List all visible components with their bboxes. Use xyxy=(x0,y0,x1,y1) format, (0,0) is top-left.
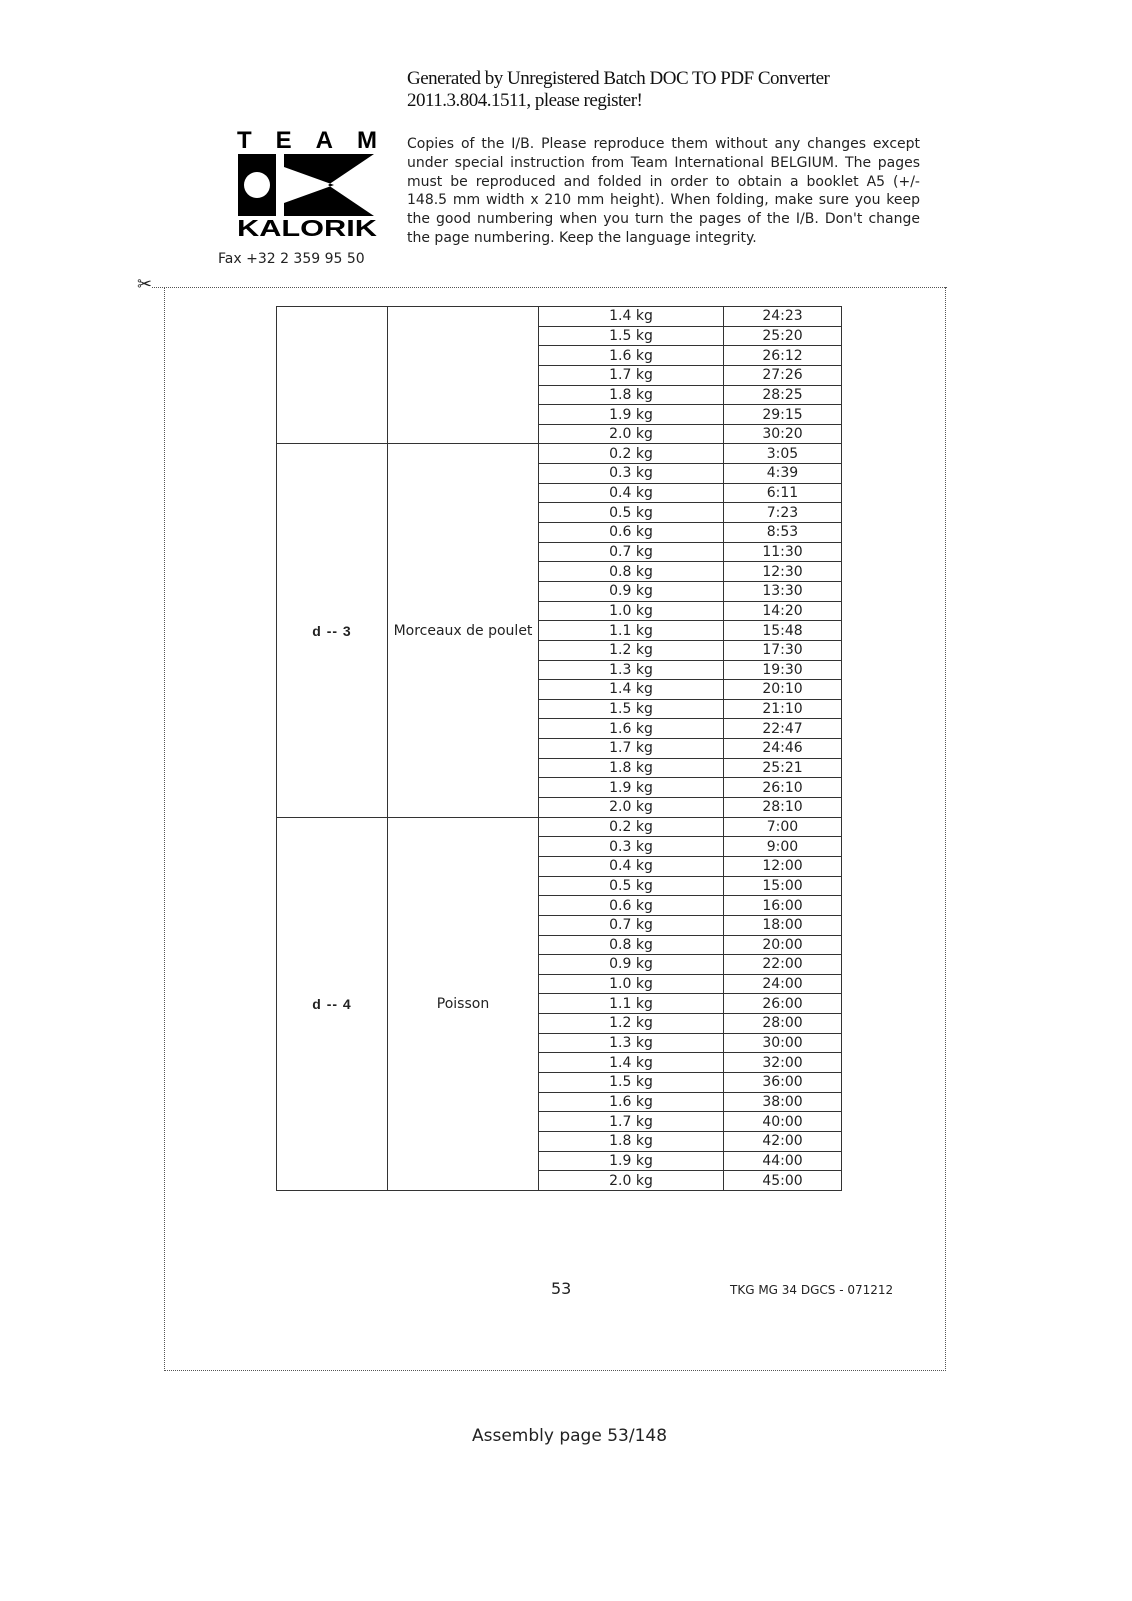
weight-cell: 2.0 kg xyxy=(539,424,724,444)
time-cell: 24:46 xyxy=(724,739,842,759)
time-cell: 25:21 xyxy=(724,758,842,778)
weight-cell: 0.4 kg xyxy=(539,856,724,876)
weight-cell: 0.7 kg xyxy=(539,915,724,935)
weight-cell: 1.7 kg xyxy=(539,1112,724,1132)
weight-cell: 1.7 kg xyxy=(539,365,724,385)
time-cell: 26:10 xyxy=(724,778,842,798)
time-cell: 7:23 xyxy=(724,503,842,523)
time-cell: 14:20 xyxy=(724,601,842,621)
scissors-icon: ✂ xyxy=(137,274,153,295)
time-cell: 12:30 xyxy=(724,562,842,582)
weight-cell: 1.1 kg xyxy=(539,994,724,1014)
time-cell: 15:48 xyxy=(724,621,842,641)
weight-cell: 1.5 kg xyxy=(539,1072,724,1092)
logo-k-circle xyxy=(244,172,270,198)
time-cell: 4:39 xyxy=(724,464,842,484)
time-cell: 38:00 xyxy=(724,1092,842,1112)
time-cell: 28:25 xyxy=(724,385,842,405)
weight-cell: 1.8 kg xyxy=(539,385,724,405)
food-type: Morceaux de poulet xyxy=(388,444,539,817)
time-cell: 21:10 xyxy=(724,699,842,719)
time-cell: 15:00 xyxy=(724,876,842,896)
page-number: 53 xyxy=(551,1279,572,1298)
time-cell: 22:47 xyxy=(724,719,842,739)
time-cell: 8:53 xyxy=(724,523,842,543)
cooking-time-table xyxy=(276,306,842,1191)
time-cell: 16:00 xyxy=(724,896,842,916)
time-cell: 11:30 xyxy=(724,542,842,562)
time-cell: 19:30 xyxy=(724,660,842,680)
weight-cell: 0.5 kg xyxy=(539,876,724,896)
weight-cell: 1.8 kg xyxy=(539,1131,724,1151)
time-cell: 30:20 xyxy=(724,424,842,444)
weight-cell: 1.5 kg xyxy=(539,326,724,346)
weight-cell: 1.4 kg xyxy=(539,307,724,327)
watermark-line-1: Generated by Unregistered Batch DOC TO PDF Converter xyxy=(407,68,830,89)
food-type: Poisson xyxy=(388,817,539,1190)
weight-cell: 1.2 kg xyxy=(539,640,724,660)
weight-cell: 0.9 kg xyxy=(539,955,724,975)
weight-cell: 1.4 kg xyxy=(539,680,724,700)
weight-cell: 1.0 kg xyxy=(539,601,724,621)
time-cell: 36:00 xyxy=(724,1072,842,1092)
time-cell: 13:30 xyxy=(724,581,842,601)
time-cell: 17:30 xyxy=(724,640,842,660)
time-cell: 3:05 xyxy=(724,444,842,464)
program-code: d -- 4 xyxy=(277,817,388,1190)
weight-cell: 1.4 kg xyxy=(539,1053,724,1073)
time-cell: 22:00 xyxy=(724,955,842,975)
time-cell: 29:15 xyxy=(724,405,842,425)
weight-cell: 2.0 kg xyxy=(539,1171,724,1191)
time-cell: 24:23 xyxy=(724,307,842,327)
weight-cell: 0.6 kg xyxy=(539,523,724,543)
weight-cell: 1.8 kg xyxy=(539,758,724,778)
time-cell: 40:00 xyxy=(724,1112,842,1132)
model-code: TKG MG 34 DGCS - 071212 xyxy=(730,1283,894,1297)
table-row xyxy=(277,307,842,327)
weight-cell: 1.1 kg xyxy=(539,621,724,641)
time-cell: 44:00 xyxy=(724,1151,842,1171)
weight-cell: 0.3 kg xyxy=(539,837,724,857)
time-cell: 20:00 xyxy=(724,935,842,955)
time-cell: 12:00 xyxy=(724,856,842,876)
time-cell: 7:00 xyxy=(724,817,842,837)
weight-cell: 0.9 kg xyxy=(539,581,724,601)
logo-k-arm xyxy=(284,154,374,216)
weight-cell: 0.7 kg xyxy=(539,542,724,562)
weight-cell: 2.0 kg xyxy=(539,798,724,818)
weight-cell: 1.7 kg xyxy=(539,739,724,759)
time-cell: 6:11 xyxy=(724,483,842,503)
weight-cell: 0.4 kg xyxy=(539,483,724,503)
weight-cell: 1.3 kg xyxy=(539,660,724,680)
time-cell: 30:00 xyxy=(724,1033,842,1053)
time-cell: 27:26 xyxy=(724,365,842,385)
team-kalorik-logo xyxy=(234,128,380,240)
watermark-line-2: 2011.3.804.1511, please register! xyxy=(407,90,643,111)
weight-cell: 1.9 kg xyxy=(539,1151,724,1171)
weight-cell: 0.8 kg xyxy=(539,562,724,582)
weight-cell: 0.2 kg xyxy=(539,444,724,464)
time-cell: 24:00 xyxy=(724,974,842,994)
weight-cell: 1.9 kg xyxy=(539,778,724,798)
time-cell: 26:12 xyxy=(724,346,842,366)
weight-cell: 1.9 kg xyxy=(539,405,724,425)
logo-bottom-text: KALORIK xyxy=(237,215,378,240)
weight-cell: 1.6 kg xyxy=(539,1092,724,1112)
time-cell: 25:20 xyxy=(724,326,842,346)
time-cell: 32:00 xyxy=(724,1053,842,1073)
converter-watermark xyxy=(407,68,967,112)
time-cell: 18:00 xyxy=(724,915,842,935)
time-cell: 42:00 xyxy=(724,1131,842,1151)
table-row xyxy=(277,817,842,837)
weight-cell: 1.6 kg xyxy=(539,719,724,739)
food-type xyxy=(388,307,539,444)
table-body xyxy=(277,307,842,1191)
time-cell: 20:10 xyxy=(724,680,842,700)
time-cell: 28:10 xyxy=(724,798,842,818)
time-cell: 45:00 xyxy=(724,1171,842,1191)
weight-cell: 1.6 kg xyxy=(539,346,724,366)
weight-cell: 1.0 kg xyxy=(539,974,724,994)
weight-cell: 0.3 kg xyxy=(539,464,724,484)
table-row xyxy=(277,444,842,464)
copy-instructions: Copies of the I/B. Please reproduce them without any changes except under special instruction from Team International BELGIUM. The pages must be reproduced and folded in order to obtain a booklet A5 (+/- 148.5 mm width x 210 mm height). When folding, make sure you keep the good numbering when you turn the pages of the I/B. Don't change the page numbering. Keep the language integrity. xyxy=(407,136,920,246)
time-cell: 28:00 xyxy=(724,1014,842,1034)
weight-cell: 0.5 kg xyxy=(539,503,724,523)
weight-cell: 1.3 kg xyxy=(539,1033,724,1053)
fax-number: Fax +32 2 359 95 50 xyxy=(218,251,365,267)
assembly-page: Assembly page 53/148 xyxy=(472,1426,668,1446)
time-cell: 26:00 xyxy=(724,994,842,1014)
logo-top-text: TEAM xyxy=(237,128,377,154)
weight-cell: 1.2 kg xyxy=(539,1014,724,1034)
weight-cell: 0.6 kg xyxy=(539,896,724,916)
program-code: d -- 3 xyxy=(277,444,388,817)
time-cell: 9:00 xyxy=(724,837,842,857)
weight-cell: 0.2 kg xyxy=(539,817,724,837)
weight-cell: 0.8 kg xyxy=(539,935,724,955)
weight-cell: 1.5 kg xyxy=(539,699,724,719)
program-code xyxy=(277,307,388,444)
